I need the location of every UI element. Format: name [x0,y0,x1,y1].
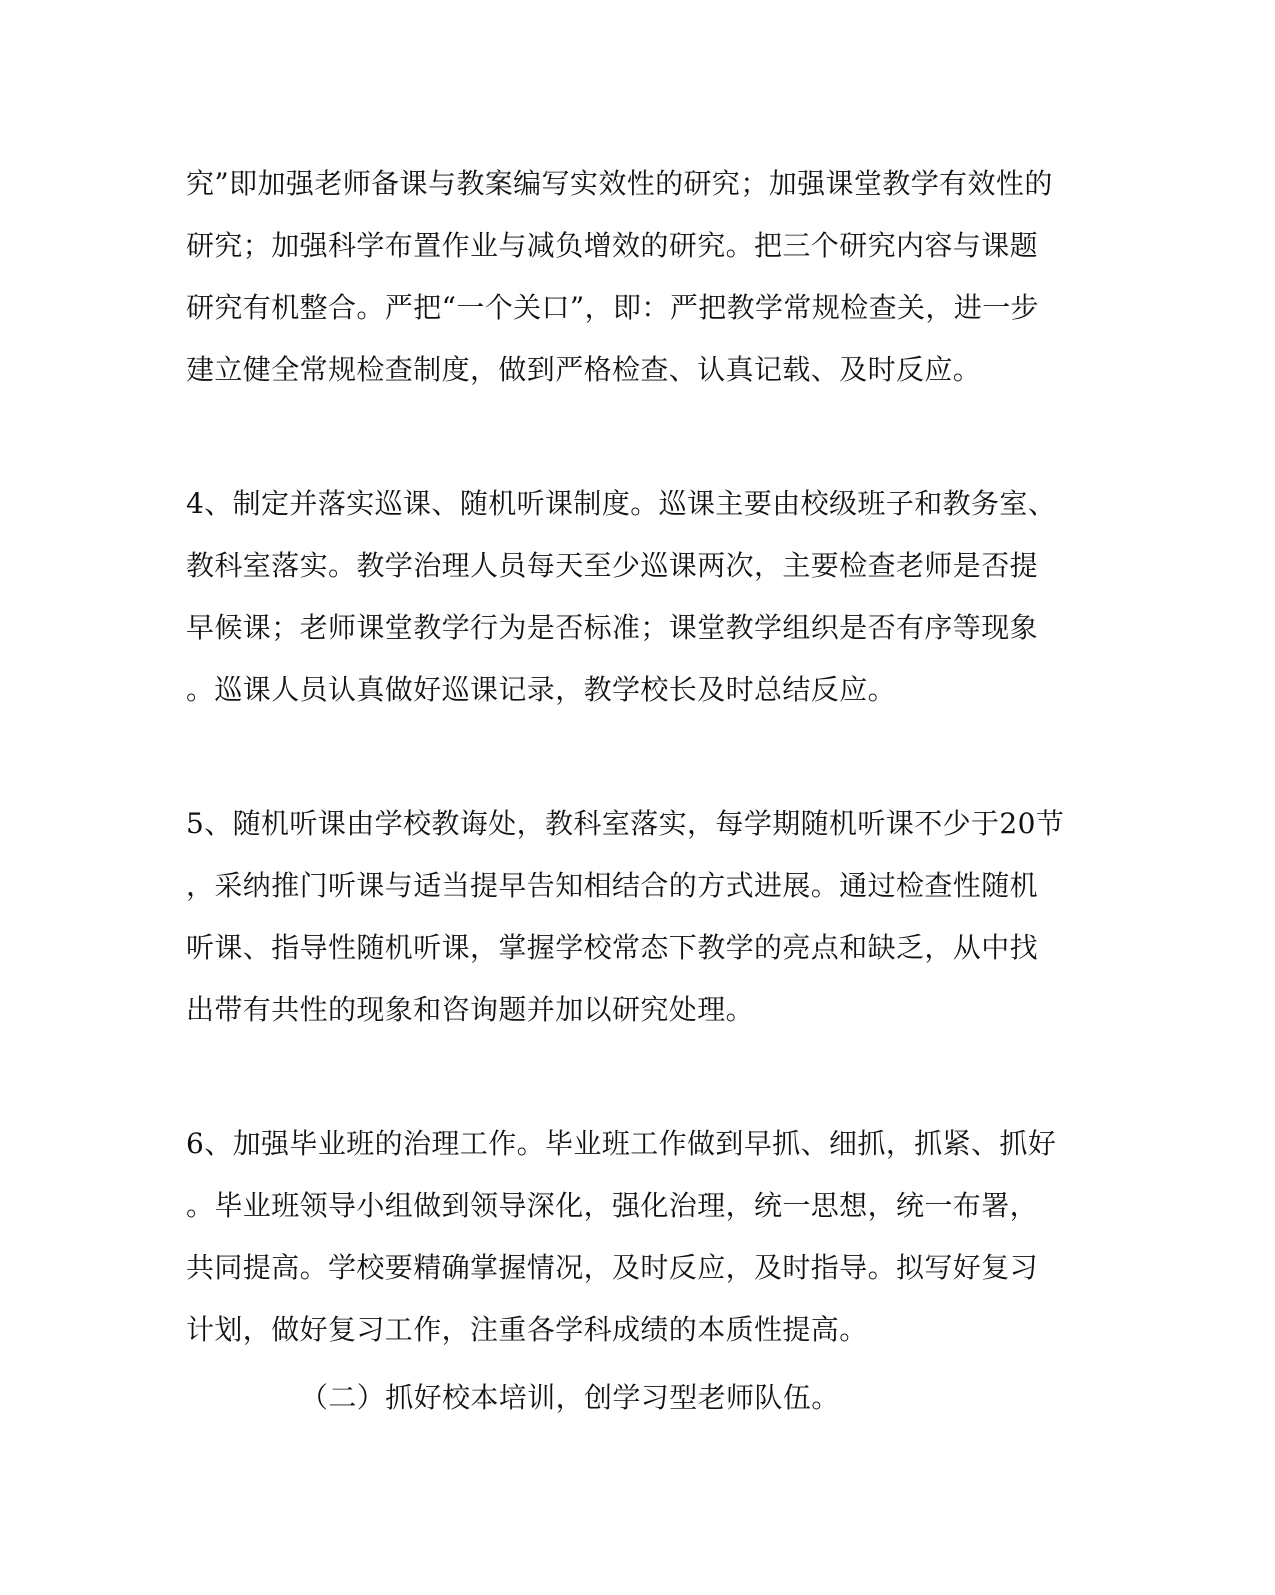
paragraph-2-line-4: 。巡课人员认真做好巡课记录，教学校长及时总结反应。 [186,673,897,706]
paragraph-1-line-2: 研究；加强科学布置作业与减负增效的研究。把三个研究内容与课题 [186,229,1039,262]
paragraph-4-line-3: 共同提高。学校要精确掌握情况，及时反应，及时指导。拟写好复习 [186,1251,1039,1284]
paragraph-3-line-2: ，采纳推门听课与适当提早告知相结合的方式进展。通过检查性随机 [186,869,1039,902]
paragraph-3-line-4: 出带有共性的现象和咨询题并加以研究处理。 [186,993,755,1026]
paragraph-1-line-4: 建立健全常规检查制度，做到严格检查、认真记载、及时反应。 [186,353,982,386]
paragraph-4-line-4: 计划，做好复习工作，注重各学科成绩的本质性提高。 [186,1313,868,1346]
paragraph-4-line-1: 6、加强毕业班的治理工作。毕业班工作做到早抓、细抓，抓紧、抓好 [186,1127,1057,1160]
paragraph-2-line-3: 早候课；老师课堂教学行为是否标准；课堂教学组织是否有序等现象 [186,611,1039,644]
paragraph-2-line-1: 4、制定并落实巡课、随机听课制度。巡课主要由校级班子和教务室、 [186,487,1057,520]
paragraph-1-line-1: 究”即加强老师备课与教案编写实效性的研究；加强课堂教学有效性的 [186,167,1053,200]
paragraph-3-line-3: 听课、指导性随机听课，掌握学校常态下教学的亮点和缺乏，从中找 [186,931,1039,964]
paragraph-4-line-2: 。毕业班领导小组做到领导深化，强化治理，统一思想，统一布署， [186,1189,1039,1222]
section-heading: （二）抓好校本培训，创学习型老师队伍。 [300,1381,840,1414]
paragraph-2-line-2: 教科室落实。教学治理人员每天至少巡课两次，主要检查老师是否提 [186,549,1039,582]
paragraph-3-line-1: 5、随机听课由学校教诲处，教科室落实，每学期随机听课不少于20节 [186,807,1065,840]
paragraph-1-line-3: 研究有机整合。严把“一个关口”，即：严把教学常规检查关，进一步 [186,291,1040,324]
